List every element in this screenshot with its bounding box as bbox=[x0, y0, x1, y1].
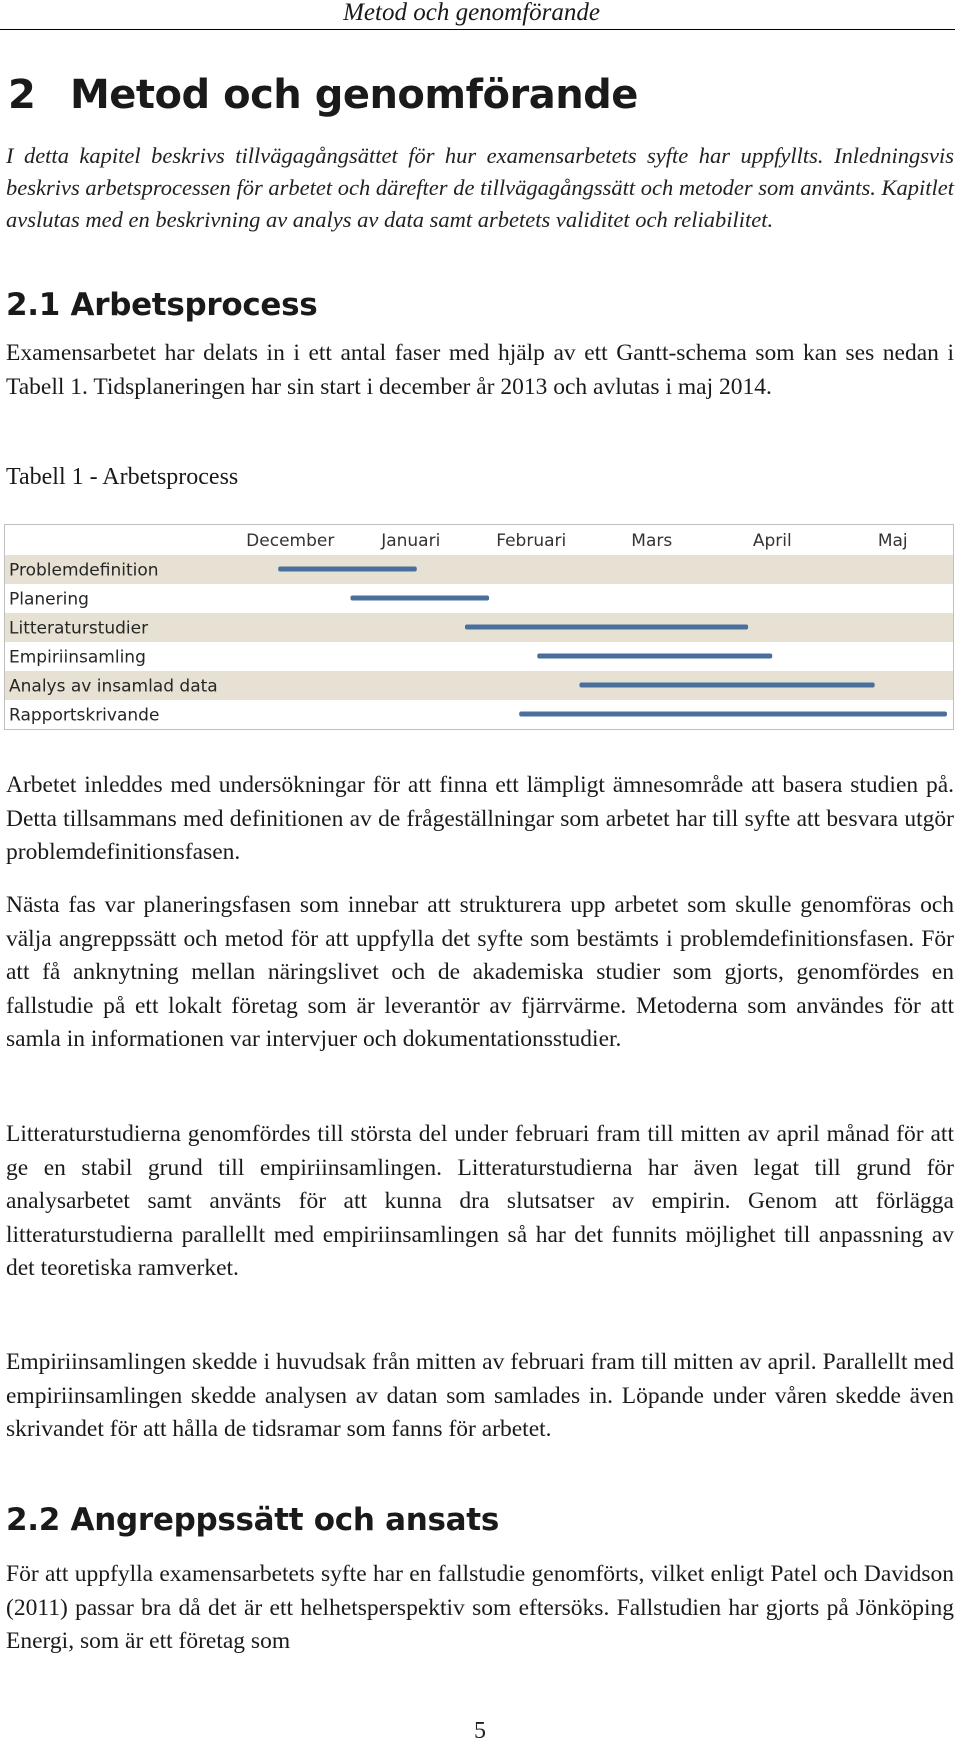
gantt-task-bar bbox=[278, 567, 417, 572]
paragraph-gantt-intro: Examensarbetet har delats in i ett antal faser med hjälp av ett Gantt-schema som kan ses nedan i Tabell 1. Tidsplaneringen har sin start i december år 2013 och avlutas i maj 2014. bbox=[6, 340, 954, 400]
gantt-month-label: December bbox=[246, 531, 335, 551]
gantt-task-label: Empiriinsamling bbox=[9, 647, 146, 668]
gantt-task-bar bbox=[519, 712, 947, 717]
paragraph-problem-definition: Arbetet inleddes med undersökningar för att finna ett lämpligt ämnesområde att basera studien på. Detta tillsammans med definitionen av de frågeställningar som arbetet har till syfte att besvara utgör problemdefinitionsfasen. bbox=[6, 772, 954, 865]
gantt-task-label: Rapportskrivande bbox=[9, 705, 160, 726]
running-header-text: Metod och genomförande bbox=[343, 0, 600, 26]
gantt-task-label: Problemdefinition bbox=[9, 560, 159, 581]
gantt-task-bar bbox=[537, 654, 772, 659]
gantt-task-label: Litteraturstudier bbox=[9, 618, 149, 639]
gantt-month-label: Mars bbox=[631, 531, 673, 551]
paragraph-case-study: För att uppfylla examensarbetets syfte har en fallstudie genomförts, vilket enligt Patel och Davidson (2011) passar bra då det är ett helhetsperspektiv som eftersöks. Fallstudien har gjorts på Jönköping Energi, som är ett företag som bbox=[6, 1561, 954, 1654]
paragraph-literature-studies: Litteraturstudierna genomfördes till största del under februari fram till mitten av april månad för att ge en stabil grund till empiriinsamlingen. Litteraturstudierna har även legat till grund för analysarbetet samt använts för att kunna dra slutsatser av empirin. Genom att förlägga litteraturstudierna parallellt med empiriinsamlingen så har det funnits möjlighet till anpassning av det teoretiska ramverket. bbox=[6, 1121, 954, 1281]
chapter-intro: I detta kapitel beskrivs tillvägagångsättet för hur examensarbetets syfte har uppfyllts. Inledningsvis beskrivs arbetsprocessen för arbetet och därefter de tillvägagångssätt och metoder som använts. Kapitlet avslutas med en beskrivning av analys av data samt arbetets validitet och reliabilitet. bbox=[6, 143, 954, 232]
paragraph-empirical-collection: Empiriinsamlingen skedde i huvudsak från mitten av februari fram till mitten av april. Parallellt med empiriinsamlingen skedde analysen av datan som samlades in. Löpande under våren skedde även skrivandet för att hålla de tidsramar som fanns för arbetet. bbox=[6, 1349, 954, 1442]
gantt-chart-svg bbox=[5, 525, 953, 729]
running-header bbox=[0, 0, 955, 30]
gantt-task-bar bbox=[351, 596, 490, 601]
chapter-number: 2 bbox=[8, 72, 36, 118]
gantt-month-label: Maj bbox=[877, 531, 908, 551]
gantt-chart bbox=[4, 524, 954, 730]
section-heading-angreppssatt: 2.2 Angreppssätt och ansats bbox=[6, 1502, 499, 1538]
table-caption: Tabell 1 - Arbetsprocess bbox=[6, 464, 239, 490]
gantt-month-label: Februari bbox=[496, 531, 567, 551]
gantt-month-label: Januari bbox=[381, 531, 441, 551]
gantt-task-label: Planering bbox=[9, 589, 89, 610]
section-heading-arbetsprocess: 2.1 Arbetsprocess bbox=[6, 287, 318, 323]
chapter-title-text: Metod och genomförande bbox=[70, 72, 638, 118]
page-number: 5 bbox=[474, 1718, 486, 1744]
gantt-task-bar bbox=[579, 683, 874, 688]
gantt-task-bar bbox=[465, 625, 748, 630]
gantt-month-label: April bbox=[752, 531, 792, 551]
paragraph-planning-phase: Nästa fas var planeringsfasen som innebar att strukturera upp arbetet som skulle genomföras och välja angreppssätt och metod för att uppfylla det syfte som bestämts i problemdefinitionsfasen. För att få anknytning mellan näringslivet och de akademiska studier som gjorts, genomfördes en fallstudie på ett lokalt företag som är leverantör av fjärrvärme. Metoderna som användes för att samla in informationen var intervjuer och dokumentationsstudier. bbox=[6, 892, 954, 1052]
chapter-title bbox=[8, 72, 638, 118]
gantt-task-label: Analys av insamlad data bbox=[9, 676, 218, 697]
